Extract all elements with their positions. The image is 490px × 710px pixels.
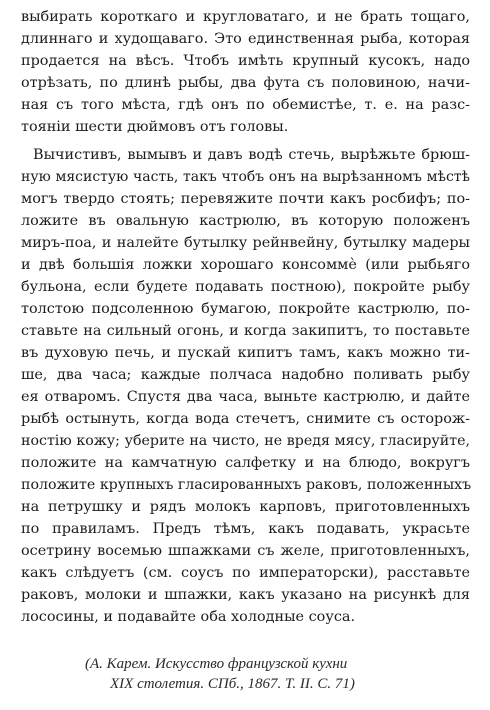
- paragraph-2-line-6: и двѣ большія ложки хорошаго консоммѐ (или рыбьяго: [21, 257, 470, 273]
- paragraph-2-line-22: лососины, и подавайте оба холодные соуса.: [21, 609, 356, 625]
- paragraph-2-line-3: могъ твердо стоять; перевяжите почти какъ росбифъ; по-: [21, 191, 470, 207]
- paragraph-2-line-5: миръ-поа, и налейте бутылку рейнвейну, бутылку мадеры: [21, 235, 470, 251]
- paragraph-1-line-2: длиннаго и худощаваго. Это единственная рыба, которая: [21, 31, 470, 47]
- paragraph-2-line-14: ностію кожу; уберите на чисто, не вредя мясу, гласируйте,: [21, 433, 470, 449]
- paragraph-2-line-19: осетрину восемью шпажками съ желе, приготовленныхъ,: [21, 543, 470, 559]
- paragraph-2-line-13: рыбѣ остынуть, когда вода стечетъ, снимите съ осторож-: [21, 411, 470, 427]
- paragraph-2-line-10: въ духовую печь, и пускай кипитъ тамъ, какъ можно ти-: [21, 345, 470, 361]
- citation-line-1: (А. Карем. Искусство французской кухни: [85, 656, 348, 672]
- paragraph-2-line-9: ставьте на сильный огонь, и когда закипитъ, то поставьте: [21, 323, 470, 339]
- paragraph-2-line-15: положите на камчатную салфетку и на блюдо, вокругъ: [21, 455, 470, 471]
- paragraph-1-line-3: продается на вѣсъ. Чтобъ имѣть крупный кусокъ, надо: [21, 53, 470, 69]
- citation-line-2: XIX столетия. СПб., 1867. Т. II. С. 71): [110, 676, 355, 692]
- paragraph-1-line-4: отрѣзать, по длинѣ рыбы, два фута съ половиною, начи-: [21, 75, 470, 91]
- paragraph-2-line-18: по правиламъ. Предъ тѣмъ, какъ подавать, украсьте: [21, 521, 470, 537]
- paragraph-2-line-21: раковъ, молоки и шпажки, какъ указано на рисункѣ для: [21, 587, 470, 603]
- paragraph-2-line-2: ную мясистую часть, такъ чтобъ онъ на вырѣзанномъ мѣстѣ: [21, 169, 470, 185]
- paragraph-2-line-16: положите крупныхъ гласированныхъ раковъ, положенныхъ: [21, 477, 472, 493]
- paragraph-1-line-5: ная съ того мѣста, гдѣ онъ по обемистѣе, т. е. на разс-: [21, 97, 470, 113]
- paragraph-2-line-8: толстою подсоленною бумагою, покройте кастрюлю, по-: [21, 301, 470, 317]
- paragraph-2-line-20: какъ слѣдуетъ (см. соусъ по императорски), расставьте: [21, 565, 470, 581]
- paragraph-2-line-11: ше, два часа; каждые полчаса надобно поливать рыбу: [21, 367, 470, 383]
- paragraph-1-line-6: тояніи шести дюймовъ отъ головы.: [21, 119, 289, 135]
- paragraph-2-line-1: Вычистивъ, вымывъ и давъ водѣ стечь, вырѣжьте брюш-: [33, 147, 470, 163]
- paragraph-2-line-4: ложите въ овальную кастрюлю, въ которую положенъ: [21, 213, 470, 229]
- paragraph-2-line-17: на петрушку и рядъ молокъ карповъ, приготовленныхъ: [21, 499, 470, 515]
- paragraph-2-line-12: ея отваромъ. Спустя два часа, выньте кастрюлю, и дайте: [21, 389, 470, 405]
- paragraph-2-line-7: бульона, если будете подавать постною), покройте рыбу: [21, 279, 470, 295]
- paragraph-1-line-1: выбирать короткаго и кругловатаго, и не брать тощаго,: [21, 9, 470, 25]
